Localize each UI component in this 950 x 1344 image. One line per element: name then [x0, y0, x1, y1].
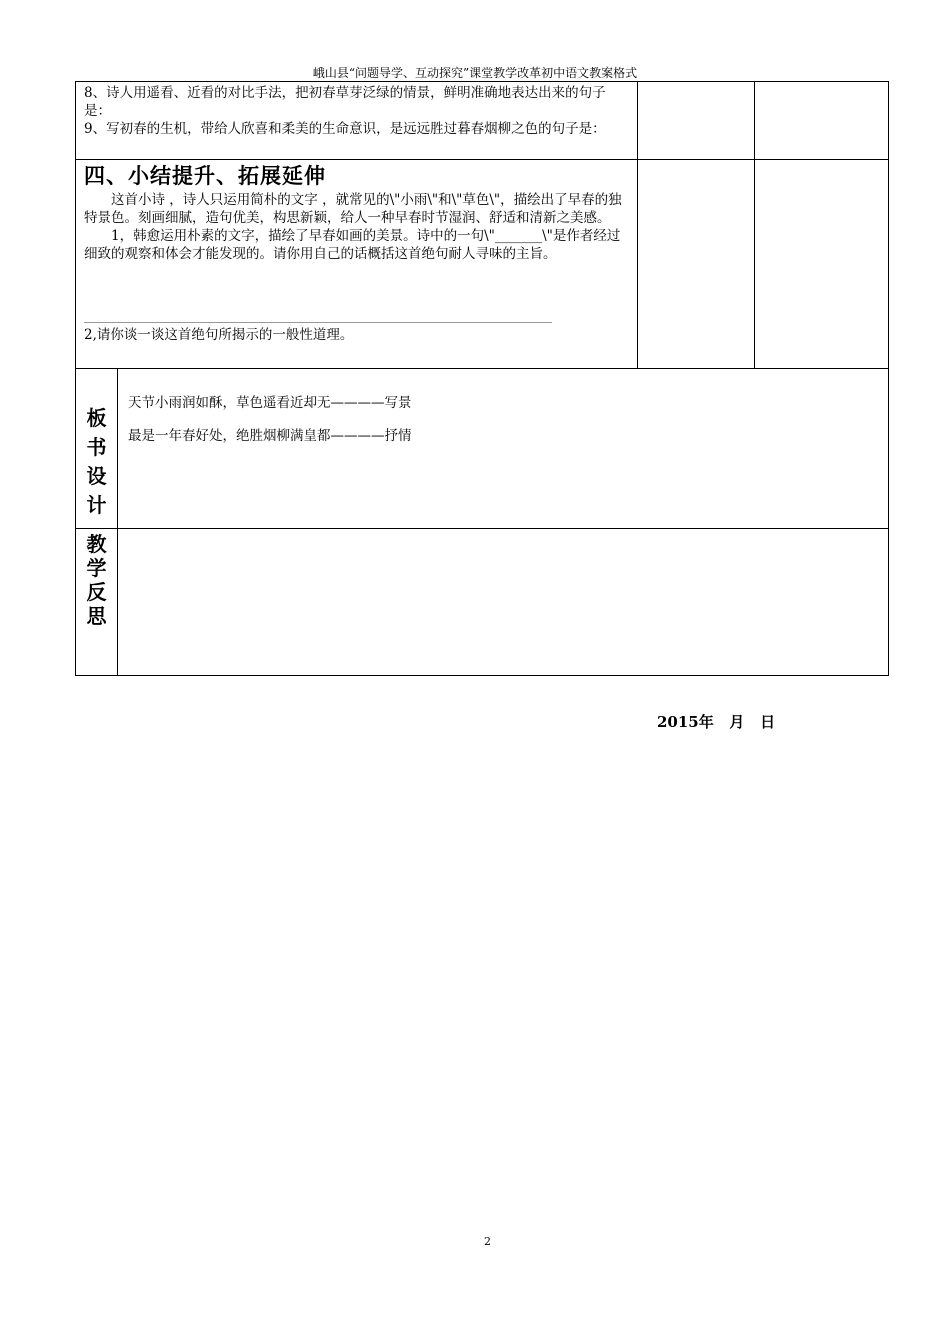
question-1: 1，韩愈运用朴素的文字，描绘了早春如画的美景。诗中的一句\"_______\"是作者经过细致的观察和体会才能发现的。请你用自己的话概括这首绝句耐人寻味的主旨。: [84, 228, 621, 262]
table-top-border: [75, 81, 889, 82]
board-line-2: 最是一年春好处，绝胜烟柳满皇都————抒情: [128, 428, 412, 444]
question-8: 8、诗人用遥看、近看的对比手法，把初春草芽泛绿的情景，鲜明准确地表达出来的句子是：: [84, 85, 606, 119]
questions-cell: [84, 84, 632, 138]
col-divider-1: [637, 81, 638, 368]
table-bottom-border: [75, 675, 889, 676]
reflection-label: 教 学 反 思: [86, 532, 107, 628]
page-number: 2: [484, 1235, 491, 1248]
answer-blank-line: [84, 322, 552, 323]
page-header: 峨山县“问题导学、互动探究”课堂教学改革初中语文教案格式: [312, 66, 638, 80]
section-four-heading: 四、小结提升、拓展延伸: [84, 164, 326, 188]
board-line-1: 天节小雨润如酥，草色遥看近却无————写景: [128, 395, 412, 411]
question-2: 2,请你谈一谈这首绝句所揭示的一般性道理。: [84, 327, 354, 343]
table-right-border: [888, 81, 889, 676]
question-9: 9、写初春的生机，带给人欣喜和柔美的生命意识，是远远胜过暮春烟柳之色的句子是：: [84, 121, 606, 137]
board-design-label: 板 书 设 计: [86, 406, 107, 517]
row-divider-2: [75, 368, 889, 369]
col-divider-2: [754, 81, 755, 368]
row-divider-1: [75, 159, 889, 160]
label-col-divider: [117, 368, 118, 676]
summary-paragraph: 这首小诗 ，诗人只运用简朴的文字 ，就常见的\"小雨\"和\"草色\"，描绘出了早春的独特景色。刻画细腻，造句优美，构思新颖，给人一种早春时节湿润、舒适和清新之美感。: [84, 192, 622, 226]
date-line: 2015年 月 日: [657, 713, 776, 731]
row-divider-3: [75, 528, 889, 529]
section-four-body: [84, 191, 632, 263]
